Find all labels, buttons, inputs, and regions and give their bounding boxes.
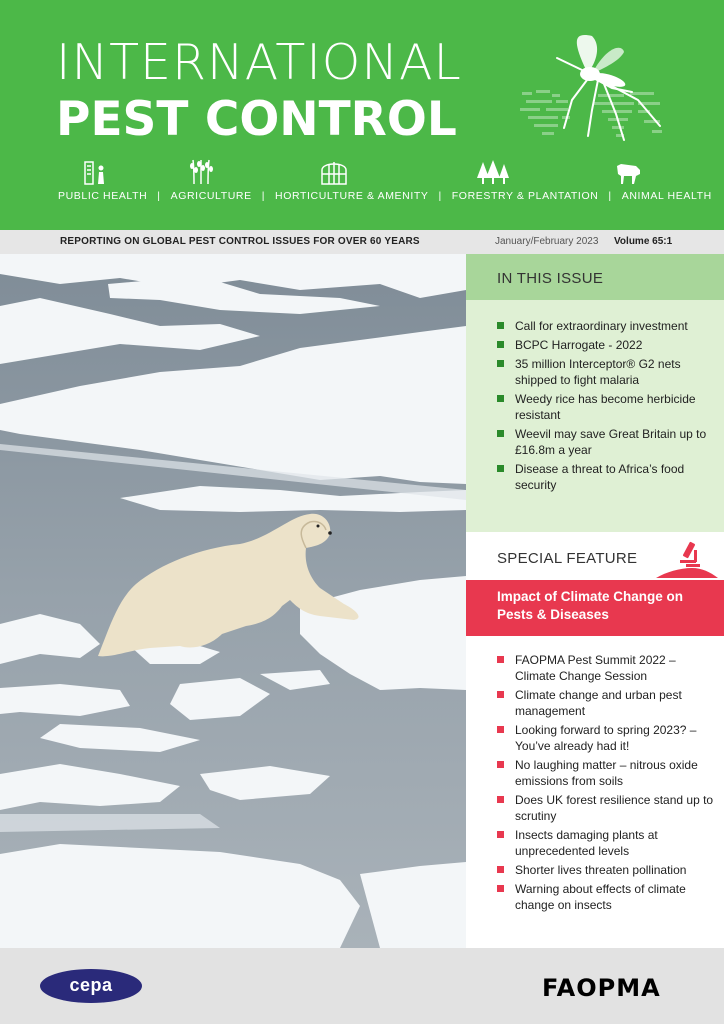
list-item [497,652,717,684]
list-item-text: Disease a threat to Africa’s food security [515,462,685,492]
special-feature-header [466,532,724,576]
sector-public-health: PUBLIC HEALTH [58,190,148,202]
list-item-text: Shorter lives threaten pollination [515,863,687,877]
list-item-text: 35 million Interceptor® G2 nets shipped to fight malaria [515,357,681,387]
bullet-icon [497,691,504,698]
special-feature-heading: SPECIAL FEATURE [497,550,638,567]
list-item [497,356,717,388]
in-this-issue-heading: IN THIS ISSUE [497,270,604,287]
bullet-icon [497,761,504,768]
bullet-icon [497,885,504,892]
feature-list [497,652,717,916]
bullet-icon [497,866,504,873]
sector-animal-health: ANIMAL HEALTH [621,190,712,202]
cow-icon [614,158,644,186]
list-item [497,461,717,493]
title-line-2: PEST CONTROL [56,92,457,147]
sector-forestry: FORESTRY & PLANTATION [451,190,599,202]
list-item-text: Weedy rice has become herbicide resistant [515,392,696,422]
bullet-icon [497,395,504,402]
bullet-icon [497,341,504,348]
in-this-issue-header [466,254,724,300]
mosquito-globe-icon [512,30,672,150]
list-item [497,827,717,859]
bullet-icon [497,831,504,838]
cepa-logo [40,969,142,1003]
list-item-text: FAOPMA Pest Summit 2022 – Climate Change Session [515,653,676,683]
feature-title-box [466,580,724,636]
public-health-icon [82,158,110,186]
bullet-icon [497,796,504,803]
sector-horticulture: HORTICULTURE & AMENITY [275,190,429,202]
strapline [0,230,724,254]
wheat-icon [188,158,214,186]
sector-labels [58,190,712,202]
sector-separator: | [157,190,161,202]
list-item [497,757,717,789]
bullet-icon [497,465,504,472]
list-item [497,722,717,754]
issue-date: January/February 2023 [495,236,599,247]
bullet-icon [497,656,504,663]
bullet-icon [497,360,504,367]
feature-title: Impact of Climate Change on Pests & Diseases [497,589,684,622]
list-item-text: Weevil may save Great Britain up to £16.8m a year [515,427,707,457]
list-item-text: Looking forward to spring 2023? – You’ve already had it! [515,723,697,753]
bullet-icon [497,430,504,437]
in-this-issue-box [466,300,724,532]
list-item-text: Insects damaging plants at unprecedented levels [515,828,658,858]
list-item [497,881,717,913]
list-item [497,318,717,334]
sector-separator: | [438,190,442,202]
tagline: REPORTING ON GLOBAL PEST CONTROL ISSUES FOR OVER 60 YEARS [60,236,420,247]
masthead [0,0,724,230]
title-line-1: INTERNATIONAL [56,34,462,91]
sector-agriculture: AGRICULTURE [170,190,252,202]
list-item [497,426,717,458]
list-item [497,862,717,878]
list-item-text: BCPC Harrogate - 2022 [515,338,643,352]
trees-icon [476,158,510,186]
bullet-icon [497,322,504,329]
list-item-text: No laughing matter – nitrous oxide emissions from soils [515,758,698,788]
list-item-text: Climate change and urban pest management [515,688,682,718]
list-item [497,337,717,353]
list-item-text: Call for extraordinary investment [515,319,688,333]
volume-number: Volume 65:1 [614,236,673,247]
faopma-logo: FAOPMA [542,974,661,1002]
list-item [497,391,717,423]
sector-separator: | [261,190,266,202]
list-item [497,792,717,824]
polar-bear-photo [0,254,466,948]
cepa-logo-text: cepa [69,975,113,995]
list-item-text: Does UK forest resilience stand up to scrutiny [515,793,714,823]
microscope-icon [656,538,718,578]
cover-photo-polar-bear [0,254,466,948]
sector-separator: | [608,190,612,202]
list-item [497,687,717,719]
sector-bar [58,158,712,210]
bullet-icon [497,726,504,733]
list-item-text: Warning about effects of climate change on insects [515,882,686,912]
greenhouse-icon [320,158,348,186]
issue-list [497,318,717,496]
footer [0,948,724,1024]
